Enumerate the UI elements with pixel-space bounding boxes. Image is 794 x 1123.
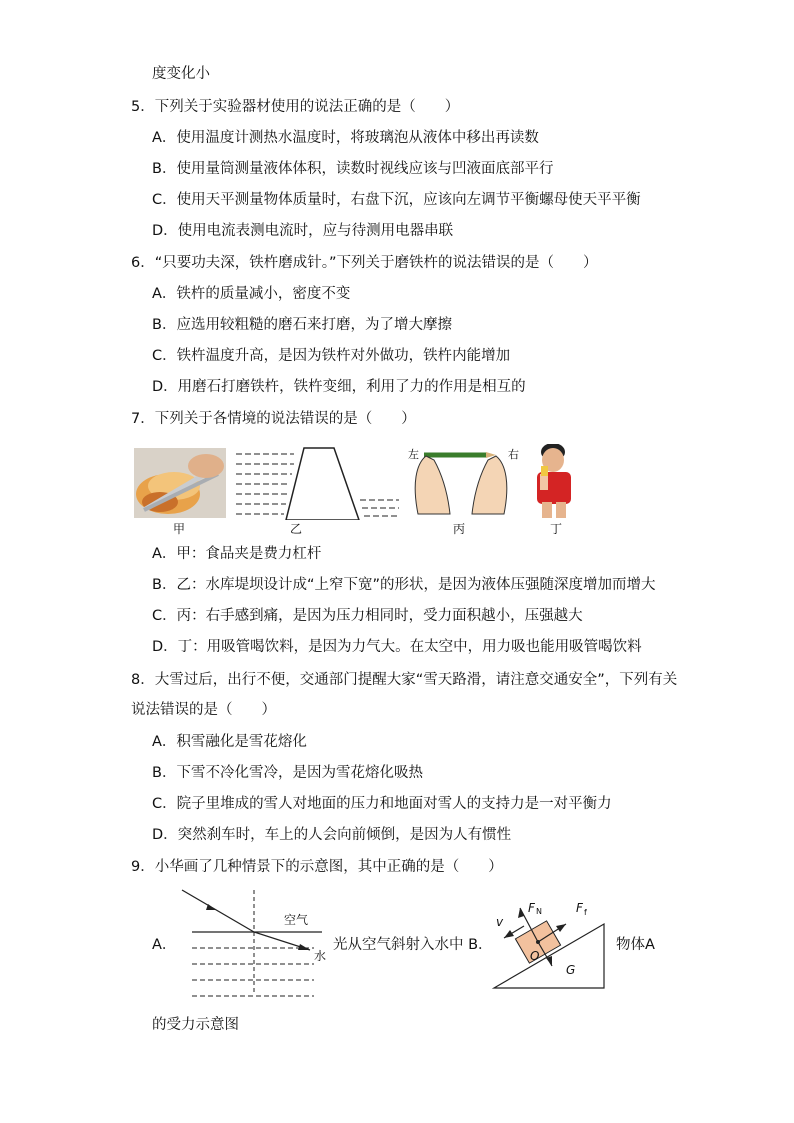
friction-force-subscript: f: [584, 908, 587, 917]
caption-bing: 丙: [453, 522, 466, 536]
q7-option-b: B．乙：水库堤坝设计成“上窄下宽”的形状，是因为液体压强随深度增加而增大: [152, 577, 656, 593]
caption-ding: 丁: [550, 522, 563, 536]
q6-option-d: D．用磨石打磨铁杵，铁杵变细，利用了力的作用是相互的: [152, 379, 526, 395]
figure-9a-refraction: [178, 884, 338, 1004]
friction-force-label: F: [576, 901, 583, 915]
question-9: 9．小华画了几种情景下的示意图，其中正确的是（ ）: [131, 859, 503, 875]
q6-option-c: C．铁杵温度升高，是因为铁杵对外做功，铁杵内能增加: [152, 348, 511, 364]
q7-option-c: C．丙：右手感到痛，是因为压力相同时，受力面积越小，压强越大: [152, 608, 583, 624]
q5-option-d: D．使用电流表测电流时，应与待测用电器串联: [152, 223, 454, 239]
q5-option-a: A．使用温度计测热水温度时，将玻璃泡从液体中移出再读数: [152, 130, 539, 146]
q6-option-b: B．应选用较粗糙的磨石来打磨，为了增大摩擦: [152, 317, 452, 333]
normal-force-subscript: N: [536, 907, 542, 916]
pencil-hands-diagram: [408, 448, 519, 514]
q7-option-a: A．甲：食品夹是费力杠杆: [152, 546, 322, 562]
question-8-line-1: 8．大雪过后，出行不便，交通部门提醒大家“雪天路滑，请注意交通安全”，下列有关: [131, 672, 678, 688]
question-8-line-2: 说法错误的是（ ）: [131, 702, 276, 718]
boy-drinking-photo: [537, 444, 571, 518]
center-label: O: [530, 949, 540, 963]
right-label: 右: [508, 448, 519, 461]
question-5: 5．下列关于实验器材使用的说法正确的是（ ）: [131, 99, 460, 115]
food-tongs-photo: [134, 448, 226, 518]
q8-option-b: B．下雪不冷化雪冷，是因为雪花熔化吸热: [152, 765, 423, 781]
caption-jia: 甲: [173, 522, 186, 536]
caption-yi: 乙: [290, 522, 303, 536]
q8-option-a: A．积雪融化是雪花熔化: [152, 734, 307, 750]
q6-option-a: A．铁杵的质量减小，密度不变: [152, 286, 351, 302]
q9-option-a-label: A．: [152, 937, 177, 953]
q8-option-d: D．突然刹车时，车上的人会向前倾倒，是因为人有惯性: [152, 827, 512, 843]
air-label: 空气: [284, 913, 309, 927]
q5-option-c: C．使用天平测量物体质量时，右盘下沉，应该向左调节平衡螺母使天平平衡: [152, 192, 641, 208]
q5-option-b: B．使用量筒测量液体体积，读数时视线应该与凹液面底部平行: [152, 161, 554, 177]
question-7: 7．下列关于各情境的说法错误的是（ ）: [131, 411, 416, 427]
q8-option-c: C．院子里堆成的雪人对地面的压力和地面对雪人的支持力是一对平衡力: [152, 796, 612, 812]
velocity-label: v: [496, 915, 504, 929]
q9-option-b-text: 物体A: [616, 937, 655, 953]
figure-7: [134, 444, 584, 520]
question-6: 6．“只要功夫深，铁杵磨成针。”下列关于磨铁杵的说法错误的是（ ）: [131, 255, 598, 271]
continuation-text: 度变化小: [152, 66, 210, 82]
figure-9b-incline: [490, 880, 614, 992]
left-label: 左: [408, 448, 419, 461]
q7-option-d: D．丁：用吸管喝饮料，是因为力气大。在太空中，用力吸也能用吸管喝饮料: [152, 639, 642, 655]
gravity-label: G: [566, 963, 576, 977]
q9-option-a-text: 光从空气斜射入水中 B．: [333, 937, 493, 953]
normal-force-label: F: [528, 901, 535, 915]
dam-diagram: [236, 448, 399, 520]
water-label: 水: [314, 949, 327, 963]
q9-option-b-continuation: 的受力示意图: [152, 1017, 239, 1033]
